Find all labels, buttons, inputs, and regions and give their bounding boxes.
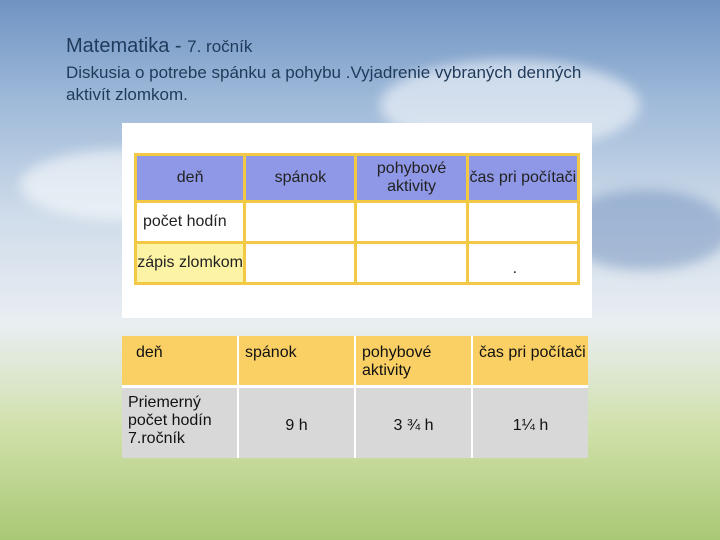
- slide-subtitle: Diskusia o potrebe spánku a pohybu .Vyjadrenie vybraných denných aktivít zlomkom.: [66, 63, 582, 104]
- value-computer: 1¼ h: [472, 386, 588, 458]
- empty-cell: [356, 202, 467, 243]
- header-cell-computer: čas pri počítači: [467, 155, 578, 202]
- header-cell-sleep: spánok: [238, 336, 355, 386]
- row-label-average: Priemerný počet hodín 7.ročník: [122, 386, 238, 458]
- title-main: Matematika -: [66, 35, 188, 57]
- activity-table: [134, 153, 580, 285]
- empty-cell: [467, 243, 578, 284]
- header-cell-day: deň: [122, 336, 238, 386]
- average-hours-table: [122, 336, 588, 458]
- header-cell-sleep: spánok: [245, 155, 356, 202]
- empty-cell: [245, 202, 356, 243]
- value-activity: 3 ¾ h: [355, 386, 472, 458]
- empty-cell: [356, 243, 467, 284]
- slide-title: [66, 35, 252, 58]
- value-sleep: 9 h: [238, 386, 355, 458]
- activity-table-image: [122, 123, 592, 318]
- header-cell-activity: pohybové aktivity: [356, 155, 467, 202]
- empty-cell: [245, 243, 356, 284]
- empty-cell: [467, 202, 578, 243]
- title-sub: 7. ročník: [187, 37, 253, 56]
- row-label-fraction: zápis zlomkom: [136, 243, 245, 284]
- header-cell-day: deň: [136, 155, 245, 202]
- header-cell-computer: čas pri počítači: [472, 336, 588, 386]
- row-label-hours: počet hodín: [136, 202, 245, 243]
- dot-mark: .: [512, 260, 518, 277]
- header-cell-activity: pohybové aktivity: [355, 336, 472, 386]
